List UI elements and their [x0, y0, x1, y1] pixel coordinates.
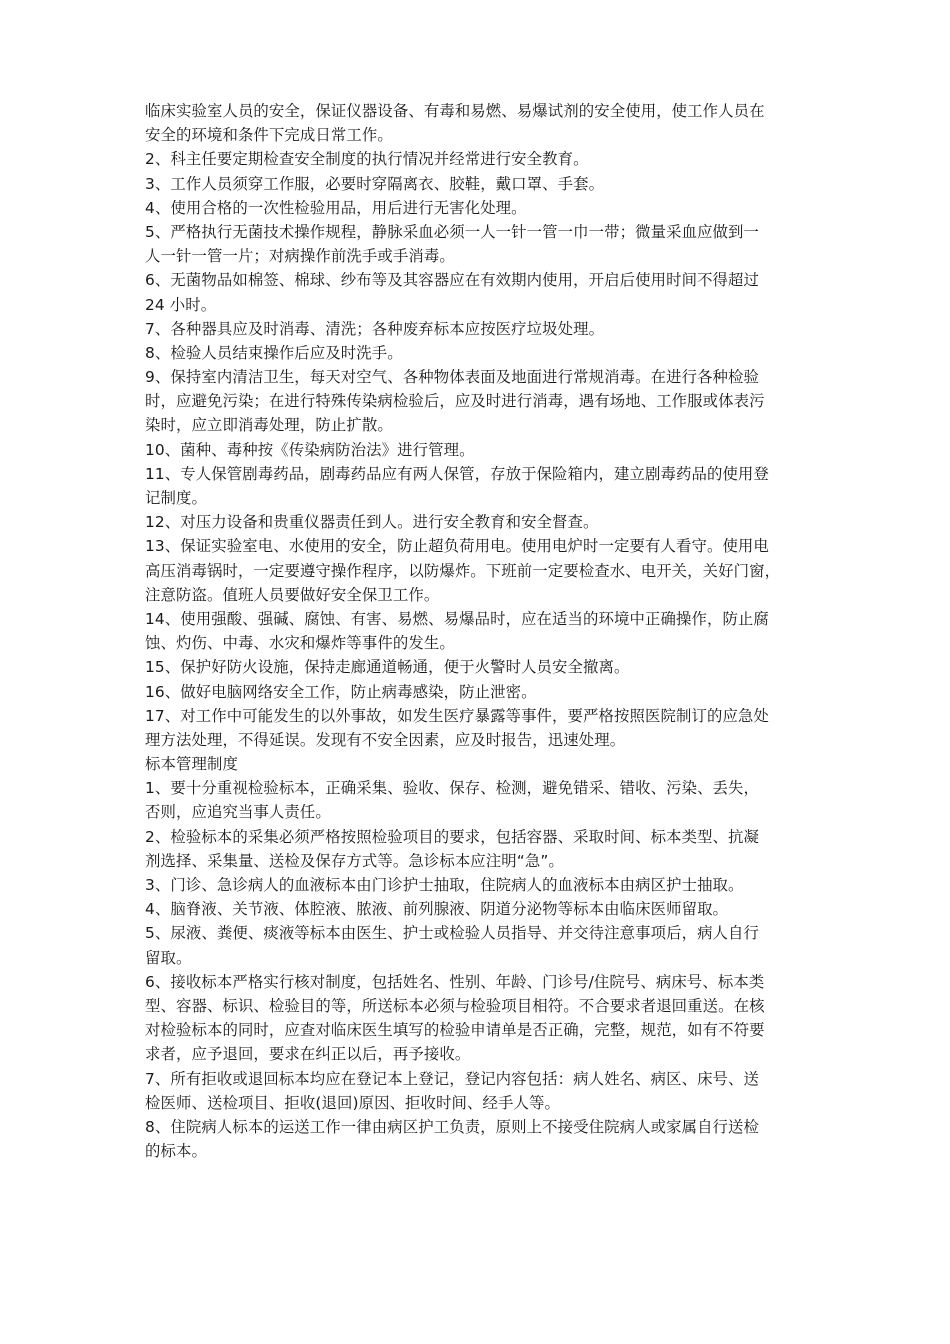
- text-line: 注意防盗。值班人员要做好安全保卫工作。: [145, 585, 440, 604]
- text-line: 14、使用强酸、强碱、腐蚀、有害、易燃、易爆品时，应在适当的环境中正确操作，防止腐: [145, 609, 769, 628]
- text-line: 否则，应追究当事人责任。: [145, 803, 331, 822]
- text-line: 12、对压力设备和贵重仪器责任到人。进行安全教育和安全督查。: [145, 513, 599, 532]
- text-line: 8、检验人员结束操作后应及时洗手。: [145, 343, 403, 362]
- text-line: 7、所有拒收或退回标本均应在登记本上登记，登记内容包括：病人姓名、病区、床号、送: [145, 1069, 760, 1088]
- text-line: 的标本。: [145, 1142, 207, 1161]
- text-line: 安全的环境和条件下完成日常工作。: [145, 126, 393, 145]
- text-line: 时，应避免污染；在进行特殊传染病检验后，应及时进行消毒，遇有场地、工作服或体表污: [145, 392, 765, 411]
- text-line: 15、保护好防火设施，保持走廊通道畅通，便于火警时人员安全撤离。: [145, 658, 630, 677]
- text-line: 5、严格执行无菌技术操作规程，静脉采血必须一人一针一管一巾一带；微量采血应做到一: [145, 222, 760, 241]
- text-line: 17、对工作中可能发生的以外事故，如发生医疗暴露等事件，要严格按照医院制订的应急处: [145, 706, 769, 725]
- text-line: 求者，应予退回，要求在纠正以后，再予接收。: [145, 1045, 471, 1064]
- text-line: 理方法处理，不得延误。发现有不安全因素，应及时报告，迅速处理。: [145, 730, 626, 749]
- text-line: 5、尿液、粪便、痰液等标本由医生、护士或检验人员指导、并交待注意事项后，病人自行: [145, 924, 760, 943]
- text-line: 6、接收标本严格实行核对制度，包括姓名、性别、年龄、门诊号/住院号、病床号、标本类: [145, 972, 765, 991]
- text-line: 11、专人保管剧毒药品，剧毒药品应有两人保管，存放于保险箱内，建立剧毒药品的使用登: [145, 464, 769, 483]
- text-line: 3、门诊、急诊病人的血液标本由门诊护士抽取，住院病人的血液标本由病区护士抽取。: [145, 876, 744, 894]
- text-line: 记制度。: [145, 489, 207, 507]
- text-line: 13、保证实验室电、水使用的安全，防止超负荷用电。使用电炉时一定要有人看守。使用电: [145, 537, 769, 556]
- text-line: 检医师、送检项目、拒收(退回)原因、拒收时间、经手人等。: [145, 1093, 560, 1112]
- text-line: 3、工作人员须穿工作服，必要时穿隔离衣、胶鞋，戴口罩、手套。: [145, 174, 605, 193]
- text-line: 型、容器、标识、检验目的等，所送标本必须与检验项目相符。不合要求者退回重送。在核: [145, 996, 765, 1015]
- text-line: 4、使用合格的一次性检验用品，用后进行无害化处理。: [145, 198, 527, 217]
- text-line: 16、做好电脑网络安全工作，防止病毒感染，防止泄密。: [145, 682, 537, 701]
- text-line: 4、脑脊液、关节液、体腔液、脓液、前列腺液、阴道分泌物等标本由临床医师留取。: [145, 900, 729, 919]
- text-line: 6、无菌物品如棉签、棉球、纱布等及其容器应在有效期内使用，开启后使用时间不得超过: [145, 271, 760, 290]
- text-line: 9、保持室内清洁卫生，每天对空气、各种物体表面及地面进行常规消毒。在进行各种检验: [145, 368, 760, 387]
- text-line: 1、要十分重视检验标本，正确采集、验收、保存、检测，避免错采、错收、污染、丢失，: [145, 779, 760, 798]
- text-line: 8、住院病人标本的运送工作一律由病区护工负责，原则上不接受住院病人或家属自行送检: [145, 1117, 760, 1136]
- text-line: 留取。: [145, 948, 192, 967]
- text-line: 对检验标本的同时，应查对临床医生填写的检验申请单是否正确，完整，规范，如有不符要: [145, 1021, 765, 1040]
- text-line: 人一针一管一片；对病操作前洗手或手消毒。: [145, 247, 455, 266]
- text-line: 临床实验室人员的安全，保证仪器设备、有毒和易燃、易爆试剂的安全使用，使工作人员在: [145, 102, 765, 120]
- document-page: [145, 99, 825, 1163]
- text-line: 24 小时。: [145, 295, 217, 314]
- text-line: 染时，应立即消毒处理，防止扩散。: [145, 416, 393, 435]
- text-line: 剂选择、采集量、送检及保存方式等。急诊标本应注明“急”。: [145, 851, 564, 870]
- text-line: 2、检验标本的采集必须严格按照检验项目的要求，包括容器、采取时间、标本类型、抗凝: [145, 827, 760, 846]
- text-line: 10、菌种、毒种按《传染病防治法》进行管理。: [145, 440, 475, 459]
- text-line: 7、各种器具应及时消毒、清洗；各种废弃标本应按医疗垃圾处理。: [145, 319, 605, 338]
- text-line: 高压消毒锅时，一定要遵守操作程序，以防爆炸。下班前一定要检查水、电开关，关好门窗，: [145, 561, 781, 580]
- text-line: 蚀、灼伤、中毒、水灾和爆炸等事件的发生。: [145, 634, 455, 653]
- text-line: 2、科主任要定期检查安全制度的执行情况并经常进行安全教育。: [145, 150, 589, 169]
- text-line: 标本管理制度: [145, 755, 238, 774]
